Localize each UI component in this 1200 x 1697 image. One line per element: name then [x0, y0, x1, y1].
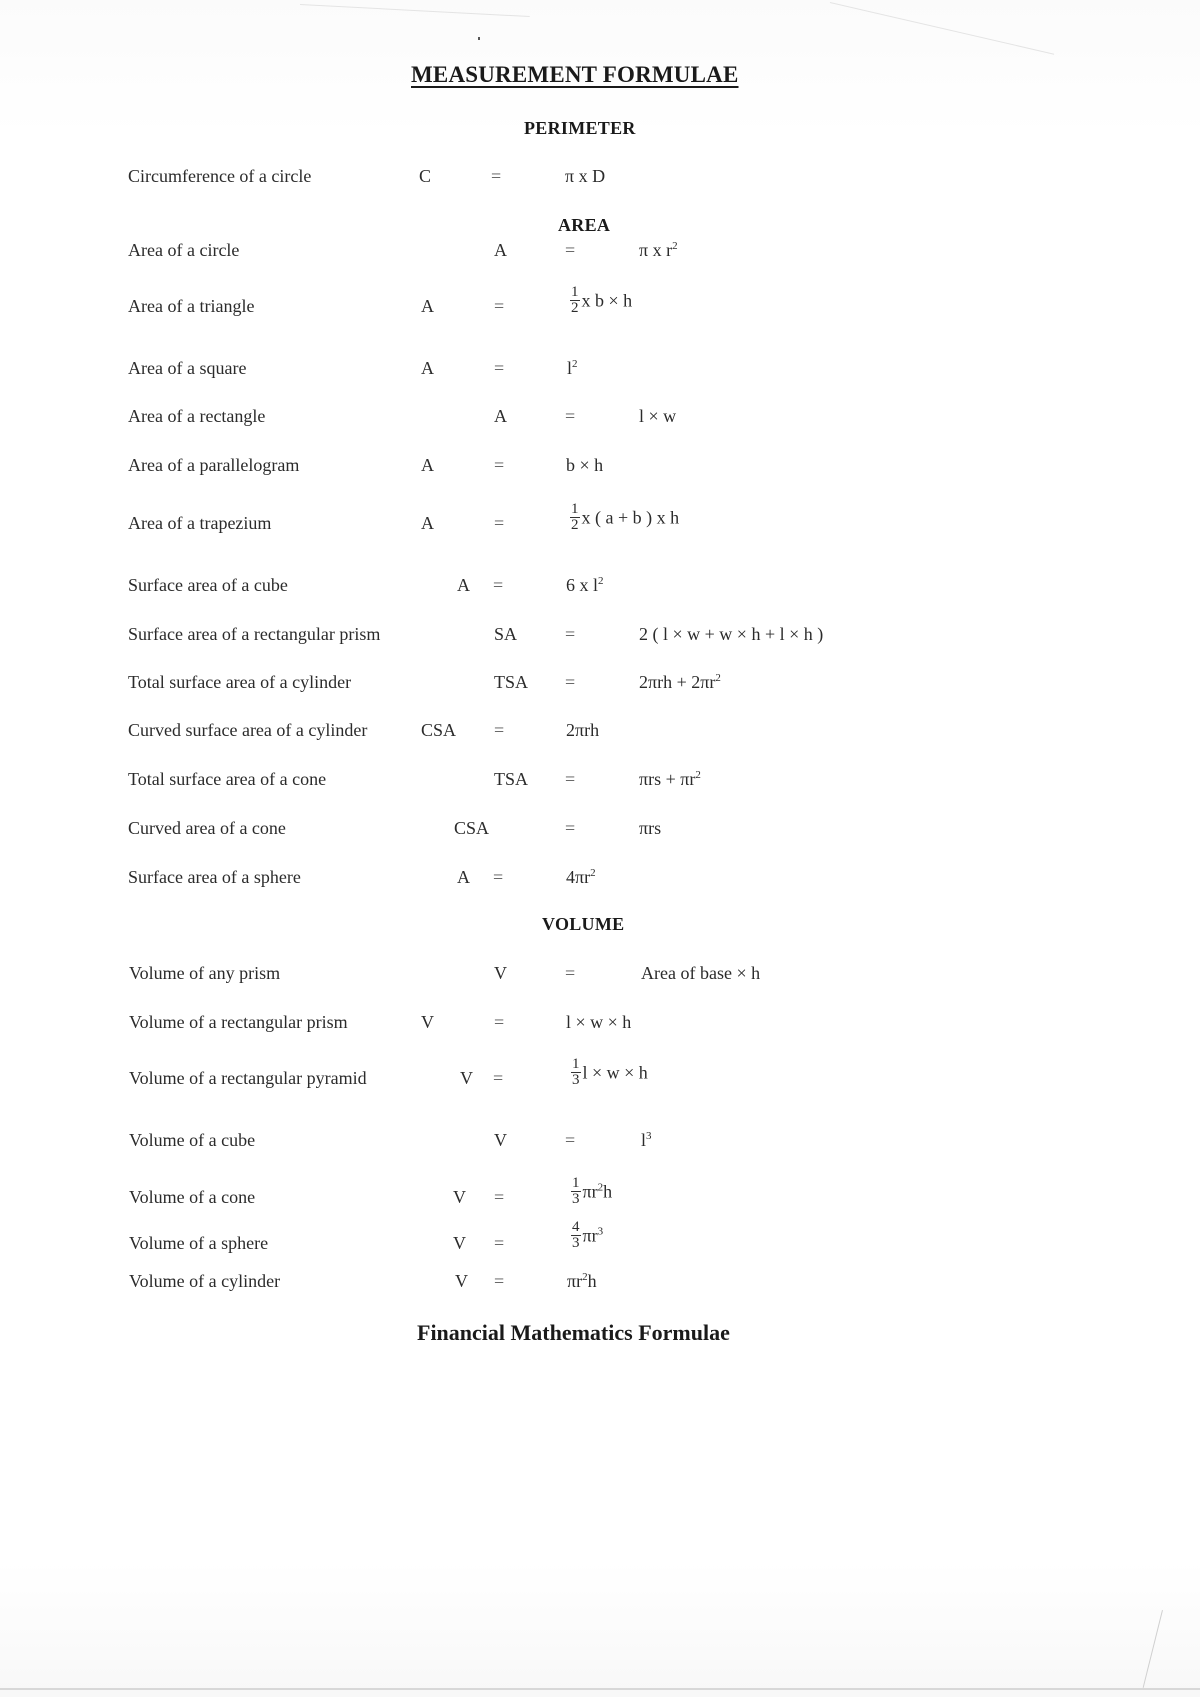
- page-corner-edge: [1143, 1610, 1163, 1688]
- formula-label: Volume of a rectangular prism: [129, 1012, 348, 1032]
- formula-symbol: V: [494, 1130, 507, 1150]
- document-title: MEASUREMENT FORMULAE: [411, 62, 739, 87]
- formula-label: Area of a circle: [128, 240, 240, 260]
- equals-sign: =: [491, 166, 502, 186]
- formula-expression: $\pi r^2h$: [567, 1271, 597, 1291]
- formula-label: Volume of a sphere: [129, 1233, 269, 1253]
- formula-expression: $l^3$: [641, 1130, 652, 1150]
- fraction: $\frac{1}{3}$: [572, 1175, 580, 1207]
- formula-symbol: TSA: [494, 769, 529, 789]
- section-heading-volume: VOLUME: [542, 914, 625, 934]
- formula-symbol: V: [455, 1271, 468, 1291]
- formula-row: [0, 166, 1200, 206]
- formula-label: Area of a square: [128, 358, 247, 378]
- formula-row: [0, 1219, 1200, 1273]
- equals-sign: =: [494, 1233, 505, 1253]
- formula-row: [0, 575, 1200, 615]
- equals-sign: =: [493, 1068, 504, 1088]
- formula-expression: $\frac{1}{3}$ l × w × h: [572, 1056, 648, 1088]
- page-bottom-edge: [0, 1688, 1200, 1690]
- formula-label: Total surface area of a cylinder: [128, 672, 352, 692]
- formula-label: Surface area of a rectangular prism: [128, 624, 381, 644]
- formula-row: [0, 358, 1200, 398]
- formula-symbol: V: [453, 1187, 466, 1207]
- formula-row: [0, 818, 1200, 858]
- formula-label: Total surface area of a cone: [128, 769, 327, 789]
- formula-expression: $4\pi r^2$: [566, 867, 596, 887]
- scan-fold-line: [830, 2, 1054, 55]
- formula-row: [0, 455, 1200, 495]
- equals-sign: =: [565, 818, 576, 838]
- equals-sign: =: [494, 1187, 505, 1207]
- formula-row: [0, 284, 1200, 336]
- formula-symbol: A: [421, 513, 434, 533]
- equals-sign: =: [494, 455, 505, 475]
- formula-row: [0, 501, 1200, 553]
- formula-expression: $\pi rs + \pi r^2$: [639, 769, 701, 789]
- formula-expression: l × w: [639, 406, 677, 426]
- formula-label: Curved area of a cone: [128, 818, 286, 838]
- formula-label: Volume of any prism: [129, 963, 281, 983]
- equals-sign: =: [565, 672, 576, 692]
- equals-sign: =: [565, 240, 576, 260]
- formula-symbol: A: [457, 575, 470, 595]
- formula-expression: $\frac{1}{2}$ x b × h: [571, 284, 633, 316]
- section-heading-financial: Financial Mathematics Formulae: [417, 1320, 730, 1345]
- equals-sign: =: [493, 575, 504, 595]
- formula-expression: Area of base × h: [641, 963, 761, 983]
- fraction: $\frac{1}{3}$: [572, 1056, 580, 1088]
- formula-symbol: CSA: [454, 818, 490, 838]
- equals-sign: =: [494, 1271, 505, 1291]
- formula-label: Circumference of a circle: [128, 166, 312, 186]
- formula-row: [0, 769, 1200, 809]
- section-heading-perimeter: PERIMETER: [524, 118, 636, 138]
- equals-sign: =: [494, 720, 505, 740]
- formula-label: Volume of a rectangular pyramid: [129, 1068, 367, 1088]
- formula-row: [0, 1175, 1200, 1227]
- formula-label: Area of a triangle: [128, 296, 255, 316]
- formula-label: Area of a rectangle: [128, 406, 266, 426]
- equals-sign: =: [565, 1130, 576, 1150]
- formula-expression: π x D: [565, 166, 606, 186]
- formula-label: Surface area of a sphere: [128, 867, 301, 887]
- formula-label: Volume of a cone: [129, 1187, 256, 1207]
- formula-expression: πrs: [639, 818, 662, 838]
- scan-speck: [478, 37, 480, 40]
- formula-symbol: V: [460, 1068, 473, 1088]
- formula-row: [0, 867, 1200, 907]
- scan-fold-line: [300, 4, 530, 17]
- formula-row: [0, 1012, 1200, 1052]
- formula-symbol: V: [421, 1012, 434, 1032]
- formula-symbol: A: [457, 867, 470, 887]
- formula-symbol: V: [453, 1233, 466, 1253]
- formula-row: [0, 240, 1200, 280]
- formula-row: [0, 406, 1200, 446]
- formula-row: [0, 1130, 1200, 1170]
- formula-symbol: C: [419, 166, 432, 186]
- formula-row: [0, 1271, 1200, 1311]
- formula-row: [0, 672, 1200, 712]
- section-heading-area: AREA: [558, 215, 611, 235]
- formula-expression: 2 ( l × w + w × h + l × h ): [639, 624, 824, 644]
- formula-symbol: A: [494, 240, 507, 260]
- equals-sign: =: [565, 624, 576, 644]
- formula-label: Surface area of a cube: [128, 575, 288, 595]
- formula-expression: $\frac{4}{3}$ $\pi r^3$: [572, 1219, 604, 1251]
- equals-sign: =: [494, 358, 505, 378]
- equals-sign: =: [494, 1012, 505, 1032]
- formula-row: [0, 624, 1200, 664]
- fraction: $\frac{1}{2}$: [571, 501, 579, 533]
- formula-expression: $\frac{1}{3}$ $\pi r^2h$: [572, 1175, 613, 1207]
- formula-label: Volume of a cylinder: [129, 1271, 281, 1291]
- equals-sign: =: [494, 296, 505, 316]
- formula-symbol: A: [494, 406, 507, 426]
- formula-expression: b × h: [566, 455, 604, 475]
- equals-sign: =: [565, 769, 576, 789]
- equals-sign: =: [565, 963, 576, 983]
- fraction: $\frac{1}{2}$: [571, 284, 579, 316]
- formula-symbol: CSA: [421, 720, 457, 740]
- formula-expression: l × w × h: [566, 1012, 632, 1032]
- formula-expression: 2πrh: [566, 720, 600, 740]
- formula-row: [0, 963, 1200, 1003]
- formula-label: Area of a parallelogram: [128, 455, 300, 475]
- formula-label: Area of a trapezium: [128, 513, 272, 533]
- fraction: $\frac{4}{3}$: [572, 1219, 580, 1251]
- formula-expression: $l^2$: [567, 358, 578, 378]
- formula-symbol: TSA: [494, 672, 529, 692]
- formula-row: [0, 1056, 1200, 1108]
- formula-symbol: V: [494, 963, 507, 983]
- formula-expression: 6 x $l^2$: [566, 575, 604, 595]
- formula-symbol: A: [421, 296, 434, 316]
- equals-sign: =: [494, 513, 505, 533]
- formula-symbol: A: [421, 358, 434, 378]
- formula-expression: $\frac{1}{2}$ x ( a + b ) x h: [571, 501, 680, 533]
- formula-expression: $2\pi rh + 2\pi r^2$: [639, 672, 721, 692]
- formula-symbol: A: [421, 455, 434, 475]
- formula-symbol: SA: [494, 624, 518, 644]
- formula-label: Volume of a cube: [129, 1130, 256, 1150]
- formula-row: [0, 720, 1200, 760]
- equals-sign: =: [493, 867, 504, 887]
- formula-expression: π x $r^2$: [639, 240, 678, 260]
- formula-label: Curved surface area of a cylinder: [128, 720, 368, 740]
- equals-sign: =: [565, 406, 576, 426]
